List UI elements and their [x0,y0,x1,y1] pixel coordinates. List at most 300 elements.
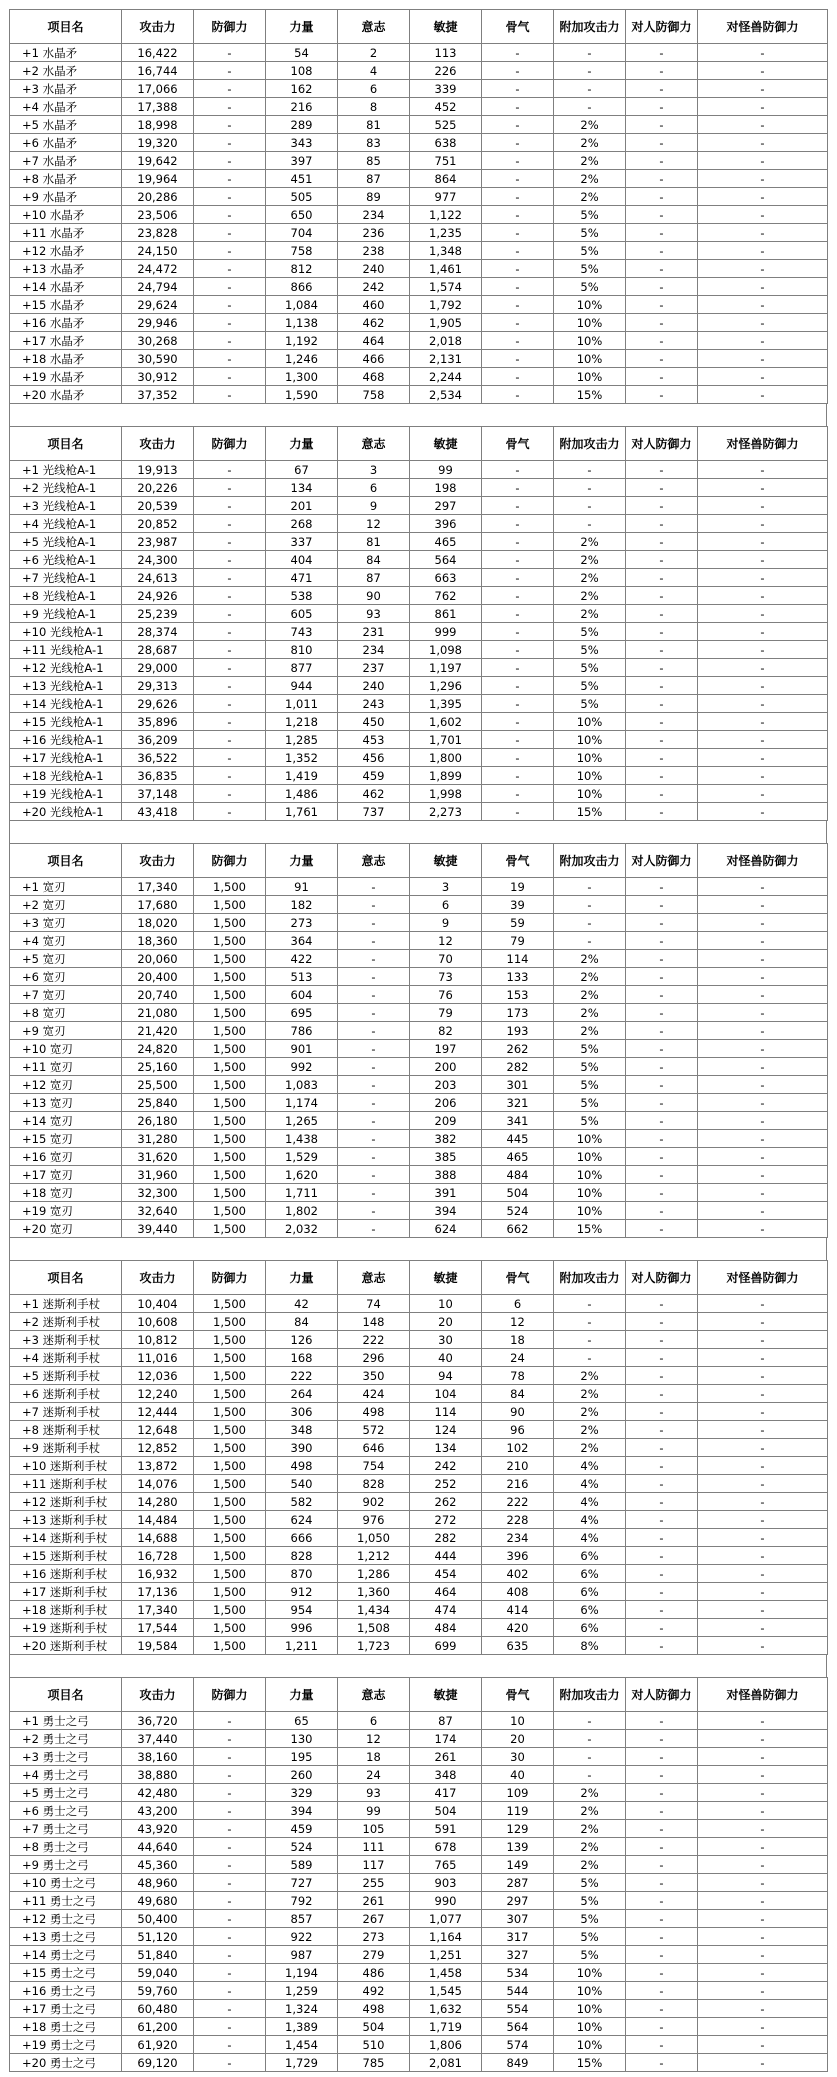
table-row [10,188,828,206]
stat-cell: 16,744 [122,62,194,80]
stat-cell: 663 [410,569,482,587]
table-row [10,803,828,821]
stat-cell: 2% [554,1385,626,1403]
stat-cell: 2% [554,605,626,623]
stat-cell: 26,180 [122,1112,194,1130]
stat-cell: - [194,587,266,605]
table-row [10,497,828,515]
stat-cell: 59,040 [122,1964,194,1982]
stat-cell: 1,602 [410,713,482,731]
column-header: 附加攻击力 [554,1261,626,1295]
table-row [10,1385,828,1403]
stat-cell: - [194,1784,266,1802]
stat-cell: 1,500 [194,1112,266,1130]
item-name-cell: +19 水晶矛 [10,368,122,386]
stat-cell: - [626,1874,698,1892]
stat-cell: - [626,677,698,695]
table-row [10,479,828,497]
stat-cell: 1,711 [266,1184,338,1202]
stat-cell: 114 [410,1403,482,1421]
stat-cell: 1,806 [410,2036,482,2054]
stat-cell: - [698,1601,828,1619]
stat-cell: 2% [554,1439,626,1457]
stat-cell: 79 [410,1004,482,1022]
stat-cell: - [698,386,828,404]
stat-cell: 20 [482,1730,554,1748]
table-row [10,1712,828,1730]
stat-cell: 1,235 [410,224,482,242]
stat-cell: 15% [554,803,626,821]
stat-cell: 1,500 [194,1076,266,1094]
weapon-table [9,426,828,821]
table-row [10,314,828,332]
stat-cell: 19,964 [122,170,194,188]
stat-cell: 222 [482,1493,554,1511]
stat-cell: - [194,623,266,641]
item-name-cell: +5 勇士之弓 [10,1784,122,1802]
stat-cell: - [338,1202,410,1220]
stat-cell: 534 [482,1964,554,1982]
stat-cell: 162 [266,80,338,98]
stat-cell: - [482,695,554,713]
stat-cell: - [698,587,828,605]
stat-cell: 704 [266,224,338,242]
stat-cell: 24,300 [122,551,194,569]
stat-cell: 1,286 [338,1565,410,1583]
stat-cell: 10% [554,1166,626,1184]
stat-cell: 2,032 [266,1220,338,1238]
item-name-cell: +2 迷斯利手杖 [10,1313,122,1331]
stat-cell: 1,529 [266,1148,338,1166]
stat-cell: 260 [266,1766,338,1784]
stat-cell: 1,500 [194,914,266,932]
stat-cell: 329 [266,1784,338,1802]
stat-cell: 751 [410,152,482,170]
item-name-cell: +12 光线枪A-1 [10,659,122,677]
stat-cell: 234 [338,206,410,224]
stat-cell: 765 [410,1856,482,1874]
stat-cell: - [626,1928,698,1946]
stat-cell: 273 [266,914,338,932]
stat-cell: - [194,1730,266,1748]
stat-cell: 754 [338,1457,410,1475]
stat-cell: 1,500 [194,1601,266,1619]
stat-cell: - [626,1130,698,1148]
stat-cell: - [482,170,554,188]
stat-cell: 91 [266,878,338,896]
stat-cell: 20,539 [122,497,194,515]
table-row [10,605,828,623]
stat-cell: 19,642 [122,152,194,170]
stat-cell: - [626,731,698,749]
item-name-cell: +11 宽刃 [10,1058,122,1076]
stat-cell: 498 [266,1457,338,1475]
stat-cell: - [482,551,554,569]
stat-cell: - [626,1202,698,1220]
stat-cell: - [698,1619,828,1637]
stat-cell: 262 [482,1040,554,1058]
stat-cell: - [482,188,554,206]
stat-cell: 695 [266,1004,338,1022]
stat-cell: - [194,242,266,260]
stat-cell: 1,620 [266,1166,338,1184]
stat-cell: 168 [266,1349,338,1367]
stat-cell: 12,036 [122,1367,194,1385]
stat-cell: - [698,1802,828,1820]
stat-cell: 2% [554,1820,626,1838]
stat-cell: - [626,1892,698,1910]
stat-cell: 1,259 [266,1982,338,2000]
stat-cell: - [482,242,554,260]
item-name-cell: +13 迷斯利手杖 [10,1511,122,1529]
stat-cell: 29,000 [122,659,194,677]
stat-cell: 93 [338,605,410,623]
table-row [10,1130,828,1148]
stat-cell: - [194,533,266,551]
stat-cell: - [626,461,698,479]
stat-cell: 24,613 [122,569,194,587]
stat-cell: 5% [554,695,626,713]
stat-cell: 572 [338,1421,410,1439]
stat-cell: 31,280 [122,1130,194,1148]
stat-cell: 337 [266,533,338,551]
stat-cell: - [194,350,266,368]
stat-cell: - [626,1838,698,1856]
stat-cell: - [194,1946,266,1964]
stat-cell: 197 [410,1040,482,1058]
stat-cell: 348 [410,1766,482,1784]
stat-cell: 6% [554,1583,626,1601]
stat-cell: 1,246 [266,350,338,368]
stat-cell: 12 [482,1313,554,1331]
stat-cell: 540 [266,1475,338,1493]
stat-cell: - [626,170,698,188]
stat-cell: - [626,1148,698,1166]
stat-cell: - [554,497,626,515]
column-header: 附加攻击力 [554,1678,626,1712]
item-name-cell: +15 迷斯利手杖 [10,1547,122,1565]
item-name-cell: +12 宽刃 [10,1076,122,1094]
table-row [10,350,828,368]
stat-cell: 99 [338,1802,410,1820]
stat-cell: - [194,803,266,821]
stat-cell: - [626,914,698,932]
stat-cell: - [338,1040,410,1058]
stat-cell: - [338,1076,410,1094]
stat-cell: 12,444 [122,1403,194,1421]
table-row [10,1766,828,1784]
stat-cell: - [194,461,266,479]
stat-cell: - [698,1784,828,1802]
stat-cell: 877 [266,659,338,677]
item-name-cell: +18 勇士之弓 [10,2018,122,2036]
table-row [10,1874,828,1892]
stat-cell: 81 [338,533,410,551]
stat-cell: 236 [338,224,410,242]
stat-cell: - [194,296,266,314]
item-name-cell: +15 水晶矛 [10,296,122,314]
stat-cell: 73 [410,968,482,986]
stat-cell: 510 [338,2036,410,2054]
stat-cell: 31,620 [122,1148,194,1166]
stat-cell: 297 [410,497,482,515]
stat-cell: 20,400 [122,968,194,986]
stat-cell: 32,300 [122,1184,194,1202]
stat-cell: 1,701 [410,731,482,749]
item-name-cell: +19 光线枪A-1 [10,785,122,803]
stat-cell: 104 [410,1385,482,1403]
table-row [10,1421,828,1439]
stat-cell: 30,912 [122,368,194,386]
stat-cell: 2% [554,152,626,170]
stat-cell: 2% [554,1802,626,1820]
stat-cell: 327 [482,1946,554,1964]
stat-cell: - [698,1166,828,1184]
stat-cell: 785 [338,2054,410,2072]
stat-cell: - [698,713,828,731]
stat-cell: - [194,1964,266,1982]
stat-cell: 2,018 [410,332,482,350]
table-row [10,731,828,749]
item-name-cell: +6 勇士之弓 [10,1802,122,1820]
stat-cell: 452 [410,98,482,116]
item-name-cell: +14 光线枪A-1 [10,695,122,713]
stat-cell: 14,280 [122,1493,194,1511]
stat-cell: - [482,731,554,749]
stat-cell: 24,472 [122,260,194,278]
stat-cell: - [698,1565,828,1583]
stat-cell: - [482,713,554,731]
column-header: 骨气 [482,1678,554,1712]
stat-cell: - [698,1295,828,1313]
stat-cell: - [698,677,828,695]
column-header: 对怪兽防御力 [698,1261,828,1295]
stat-cell: 1,083 [266,1076,338,1094]
table-row [10,98,828,116]
stat-cell: 5% [554,1928,626,1946]
stat-cell: - [194,98,266,116]
column-header: 项目名 [10,1261,122,1295]
stat-cell: - [698,986,828,1004]
table-row [10,1313,828,1331]
stat-cell: - [194,785,266,803]
stat-cell: - [482,296,554,314]
stat-cell: - [626,314,698,332]
stat-cell: 1,212 [338,1547,410,1565]
stat-cell: 484 [482,1166,554,1184]
stat-cell: - [698,1928,828,1946]
column-header: 对人防御力 [626,1678,698,1712]
column-header: 项目名 [10,1678,122,1712]
stat-cell: 1,461 [410,260,482,278]
stat-cell: - [482,803,554,821]
stat-cell: 564 [482,2018,554,2036]
stat-cell: 394 [266,1802,338,1820]
item-name-cell: +4 水晶矛 [10,98,122,116]
table-row [10,1166,828,1184]
stat-cell: 87 [410,1712,482,1730]
stat-cell: 111 [338,1838,410,1856]
stat-cell: 29,946 [122,314,194,332]
stat-cell: 1,500 [194,1184,266,1202]
stat-cell: 1,285 [266,731,338,749]
stat-cell: - [194,1856,266,1874]
item-name-cell: +1 水晶矛 [10,44,122,62]
stat-cell: - [698,695,828,713]
table-row [10,1349,828,1367]
stat-cell: 193 [482,1022,554,1040]
stat-cell: 444 [410,1547,482,1565]
stat-cell: 589 [266,1856,338,1874]
table-row [10,569,828,587]
stat-cell: 10% [554,1148,626,1166]
stat-cell: 24 [482,1349,554,1367]
stat-cell: 624 [266,1511,338,1529]
stat-cell: 243 [338,695,410,713]
stat-cell: 83 [338,134,410,152]
column-header: 防御力 [194,427,266,461]
stat-cell: 216 [482,1475,554,1493]
stat-cell: 119 [482,1802,554,1820]
column-header: 攻击力 [122,427,194,461]
stat-cell: 422 [266,950,338,968]
table-row [10,44,828,62]
item-name-cell: +4 勇士之弓 [10,1766,122,1784]
table-row [10,1802,828,1820]
stat-cell: 638 [410,134,482,152]
stat-cell: 42,480 [122,1784,194,1802]
stat-cell: 84 [266,1313,338,1331]
stat-cell: 87 [338,569,410,587]
stat-cell: - [626,803,698,821]
stat-cell: - [338,1022,410,1040]
item-name-cell: +19 勇士之弓 [10,2036,122,2054]
stat-cell: - [698,1112,828,1130]
stat-cell: - [626,1802,698,1820]
stat-cell: 1,508 [338,1619,410,1637]
table-row [10,1838,828,1856]
stat-cell: 29,313 [122,677,194,695]
stat-cell: 93 [338,1784,410,1802]
stat-cell: - [698,1331,828,1349]
stat-cell: 1,251 [410,1946,482,1964]
column-header: 攻击力 [122,844,194,878]
stat-cell: - [626,1076,698,1094]
stat-cell: 1,899 [410,767,482,785]
stat-cell: 297 [482,1892,554,1910]
stat-cell: 61,920 [122,2036,194,2054]
stat-cell: 408 [482,1583,554,1601]
stat-cell: - [482,479,554,497]
stat-cell: 24,820 [122,1040,194,1058]
stat-cell: 255 [338,1874,410,1892]
stat-cell: - [626,224,698,242]
stat-cell: - [194,170,266,188]
table-row [10,134,828,152]
stat-cell: 1,719 [410,2018,482,2036]
stat-cell: - [698,1202,828,1220]
stat-cell: 1,500 [194,1004,266,1022]
stat-cell: 200 [410,1058,482,1076]
stat-cell: 25,239 [122,605,194,623]
stat-cell: - [698,2054,828,2072]
stat-cell: 424 [338,1385,410,1403]
stat-cell: 417 [410,1784,482,1802]
stat-cell: 1,352 [266,749,338,767]
item-name-cell: +4 迷斯利手杖 [10,1349,122,1367]
table-row [10,1094,828,1112]
stat-cell: 786 [266,1022,338,1040]
stat-cell: - [698,1838,828,1856]
stat-cell: 2% [554,170,626,188]
stat-cell: 6 [482,1295,554,1313]
stat-cell: - [194,1802,266,1820]
stat-cell: 25,500 [122,1076,194,1094]
table-row [10,170,828,188]
stat-cell: 1,500 [194,1058,266,1076]
column-header: 意志 [338,10,410,44]
item-name-cell: +18 光线枪A-1 [10,767,122,785]
stat-cell: - [482,515,554,533]
item-name-cell: +17 光线枪A-1 [10,749,122,767]
stat-cell: 5% [554,1892,626,1910]
item-name-cell: +6 水晶矛 [10,134,122,152]
header-row [10,844,828,878]
stat-cell: 1,011 [266,695,338,713]
stat-cell: 866 [266,278,338,296]
stat-cell: 36,522 [122,749,194,767]
item-name-cell: +5 水晶矛 [10,116,122,134]
stat-cell: - [626,1784,698,1802]
item-name-cell: +10 水晶矛 [10,206,122,224]
stat-cell: 203 [410,1076,482,1094]
stat-cell: 210 [482,1457,554,1475]
stat-cell: 1,500 [194,1040,266,1058]
stat-cell: 6 [338,1712,410,1730]
stat-cell: 18,998 [122,116,194,134]
stat-cell: 1,438 [266,1130,338,1148]
stat-cell: 16,932 [122,1565,194,1583]
table-row [10,1148,828,1166]
table-row [10,368,828,386]
stat-cell: 402 [482,1565,554,1583]
stat-cell: 1,500 [194,1583,266,1601]
table-row [10,224,828,242]
table-row [10,1892,828,1910]
stat-cell: 37,148 [122,785,194,803]
stat-cell: - [698,116,828,134]
table-row [10,278,828,296]
stat-cell: - [194,44,266,62]
stat-cell: 2,131 [410,350,482,368]
stat-cell: 10% [554,731,626,749]
stat-cell: - [698,803,828,821]
stat-cell: 1,395 [410,695,482,713]
stat-cell: - [698,932,828,950]
stat-cell: - [626,152,698,170]
stat-cell: 339 [410,80,482,98]
stat-cell: - [698,1766,828,1784]
stat-cell: 20,060 [122,950,194,968]
stat-cell: 2,244 [410,368,482,386]
item-name-cell: +1 勇士之弓 [10,1712,122,1730]
item-name-cell: +8 水晶矛 [10,170,122,188]
stat-cell: 42 [266,1295,338,1313]
table-row [10,749,828,767]
table-row [10,623,828,641]
stat-cell: 464 [338,332,410,350]
stat-cell: 14,688 [122,1529,194,1547]
